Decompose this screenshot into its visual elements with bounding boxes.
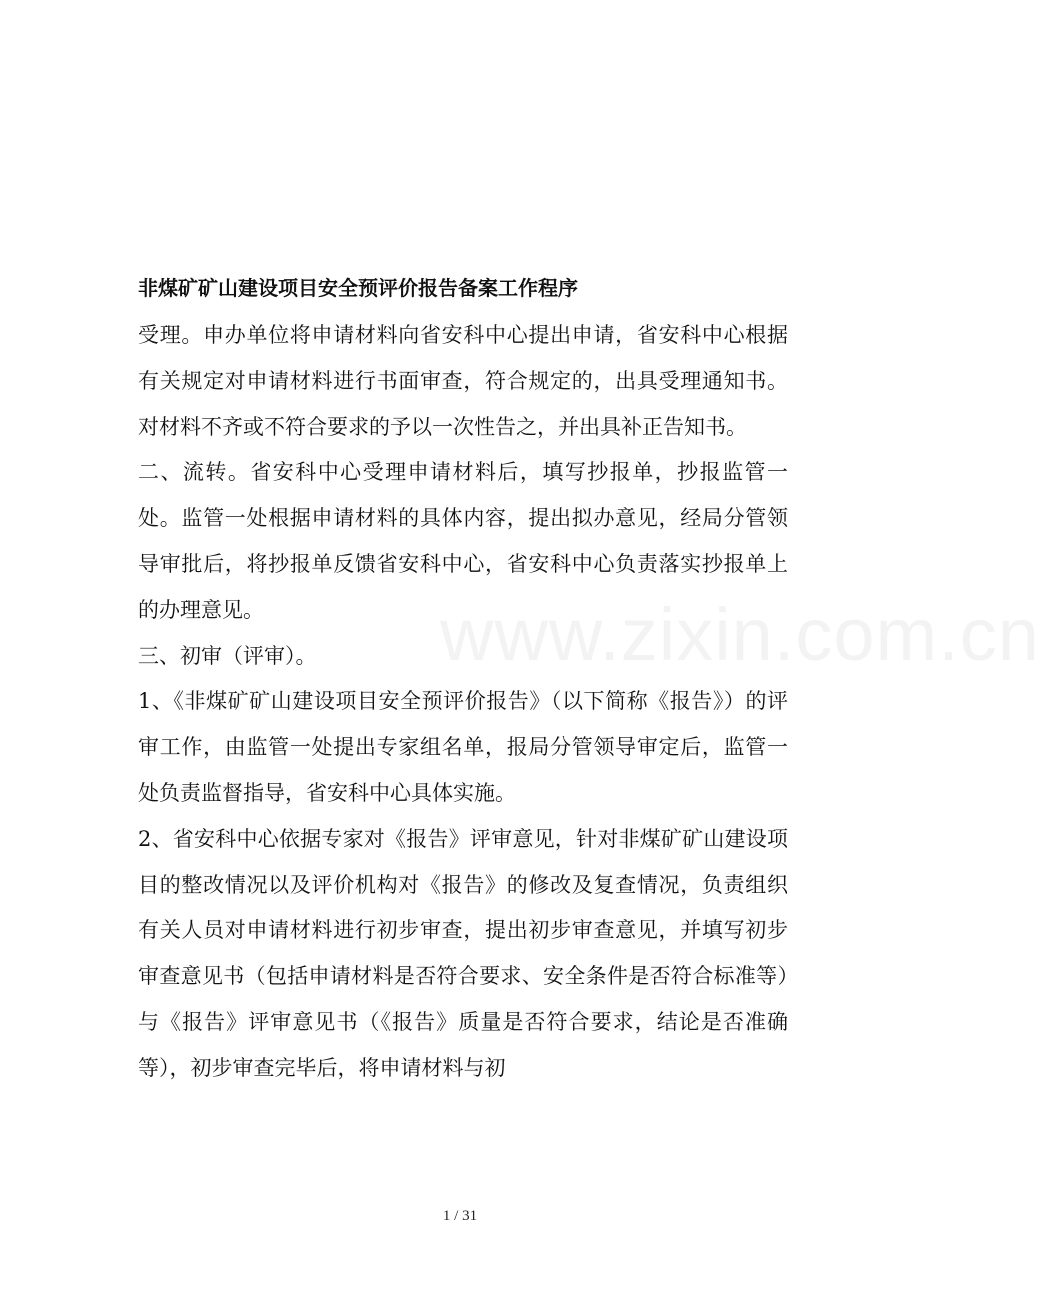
paragraph-review-item-2: 2、省安科中心依据专家对《报告》评审意见，针对非煤矿矿山建设项目的整改情况以及评价机构对《报告》的修改及复查情况，负责组织有关人员对申请材料进行初步审查，提出初步审查意见，并填写初步审查意见书（包括申请材料是否符合要求、安全条件是否符合标准等）与《报告》评审意见书（《报告》质量是否符合要求，结论是否准确等），初步审查完毕后，将申请材料与初	[138, 826, 788, 1080]
paragraph-preliminary-review: 三、初审（评审）。	[138, 643, 317, 668]
paragraph-acceptance: 受理。申办单位将申请材料向省安科中心提出申请，省安科中心根据有关规定对申请材料进行书面审查，符合规定的，出具受理通知书。对材料不齐或不符合要求的予以一次性告之，并出具补正告知书。	[138, 323, 788, 439]
watermark: www.zixin.com.cn	[440, 593, 1040, 676]
document-title: 非煤矿矿山建设项目安全预评价报告备案工作程序	[138, 276, 578, 300]
page-number: 1 / 31	[442, 1208, 478, 1224]
paragraph-review-item-1: 1、《非煤矿矿山建设项目安全预评价报告》（以下简称《报告》）的评审工作，由监管一处提出专家组名单，报局分管领导审定后，监管一处负责监督指导，省安科中心具体实施。	[138, 689, 788, 805]
paragraph-circulation: 二、流转。省安科中心受理申请材料后，填写抄报单，抄报监管一处。监管一处根据申请材料的具体内容，提出拟办意见，经局分管领导审批后，将抄报单反馈省安科中心，省安科中心负责落实抄报单上的办理意见。	[138, 460, 788, 622]
document-body	[138, 268, 788, 1092]
